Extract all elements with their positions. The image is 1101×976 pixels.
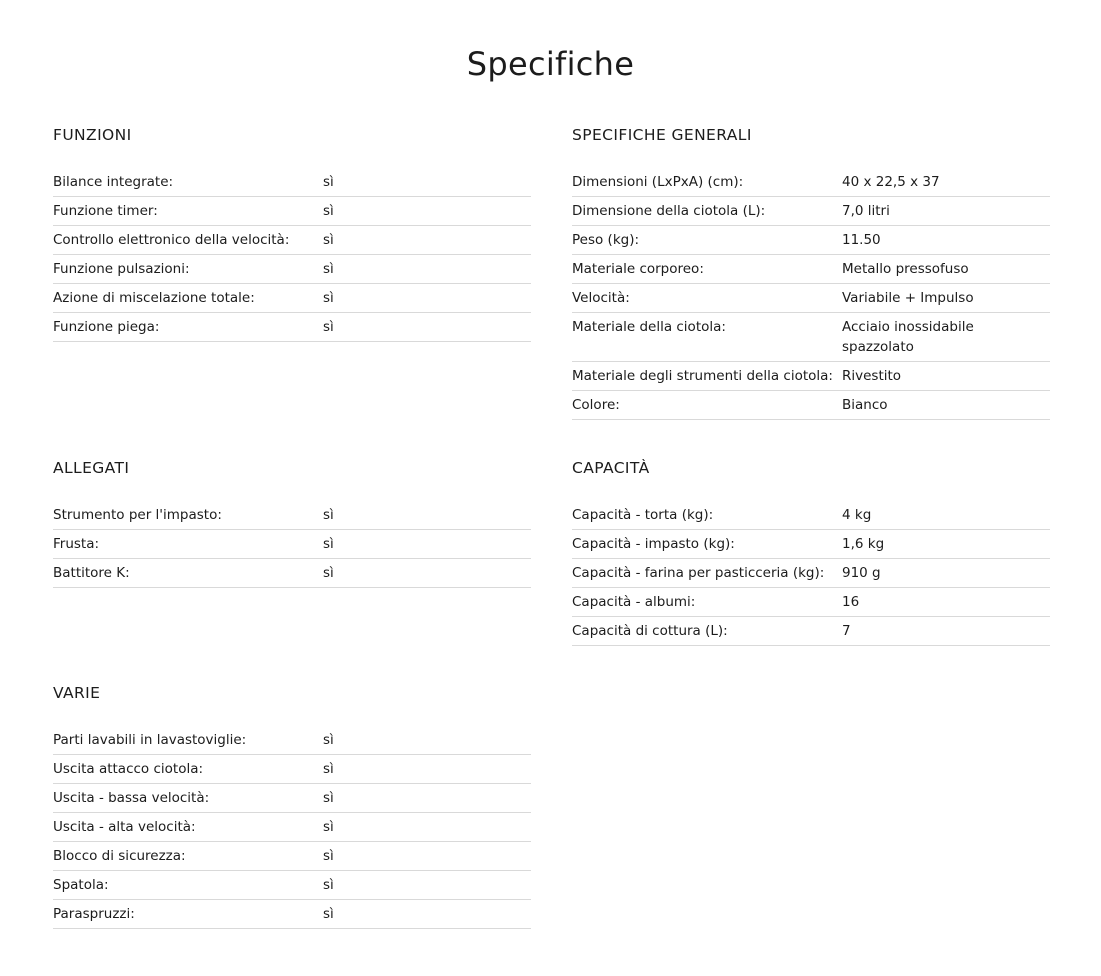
spec-value: Variabile + Impulso — [842, 290, 974, 306]
spec-label: Blocco di sicurezza: — [53, 848, 186, 864]
spec-list-allegati — [53, 501, 531, 588]
spec-row — [53, 842, 531, 871]
spec-value: 11.50 — [842, 232, 881, 248]
section-title-capacita: CAPACITÀ — [572, 459, 650, 477]
spec-label: Capacità - torta (kg): — [572, 507, 714, 523]
spec-row — [53, 900, 531, 929]
spec-value: sì — [323, 848, 334, 864]
spec-label: Spatola: — [53, 877, 109, 893]
spec-value: sì — [323, 290, 334, 306]
spec-row — [572, 362, 1050, 391]
spec-label: Funzione timer: — [53, 203, 158, 219]
spec-value: 40 x 22,5 x 37 — [842, 174, 940, 190]
spec-value: sì — [323, 761, 334, 777]
spec-label: Uscita - bassa velocità: — [53, 790, 210, 806]
section-specifiche-generali — [572, 125, 1050, 420]
spec-list-funzioni — [53, 168, 531, 342]
spec-label: Parti lavabili in lavastoviglie: — [53, 732, 247, 748]
spec-label: Dimensione della ciotola (L): — [572, 203, 766, 219]
spec-row — [572, 501, 1050, 530]
spec-label: Dimensioni (LxPxA) (cm): — [572, 174, 744, 190]
spec-label: Materiale della ciotola: — [572, 319, 726, 335]
spec-row — [53, 284, 531, 313]
spec-value: sì — [323, 232, 334, 248]
spec-value: sì — [323, 319, 334, 335]
spec-value: 7 — [842, 623, 851, 639]
spec-label: Strumento per l'impasto: — [53, 507, 222, 523]
section-allegati — [53, 458, 531, 588]
spec-row — [53, 559, 531, 588]
spec-row — [572, 313, 1050, 362]
section-title-funzioni: FUNZIONI — [53, 126, 132, 144]
spec-row — [572, 559, 1050, 588]
spec-label: Capacità - impasto (kg): — [572, 536, 735, 552]
spec-row — [53, 871, 531, 900]
spec-value: sì — [323, 790, 334, 806]
spec-label: Frusta: — [53, 536, 100, 552]
spec-value: sì — [323, 565, 334, 581]
spec-label: Materiale corporeo: — [572, 261, 704, 277]
section-funzioni — [53, 125, 531, 342]
spec-value: sì — [323, 819, 334, 835]
spec-row — [53, 197, 531, 226]
section-title-allegati: ALLEGATI — [53, 459, 130, 477]
spec-label: Materiale degli strumenti della ciotola: — [572, 368, 833, 384]
spec-row — [53, 755, 531, 784]
spec-value: sì — [323, 877, 334, 893]
spec-value: sì — [323, 174, 334, 190]
spec-row — [572, 255, 1050, 284]
spec-value: sì — [323, 536, 334, 552]
spec-label: Azione di miscelazione totale: — [53, 290, 255, 306]
section-title-specifiche-generali: SPECIFICHE GENERALI — [572, 126, 752, 144]
section-capacita — [572, 458, 1050, 646]
spec-list-varie — [53, 726, 531, 929]
spec-label: Uscita attacco ciotola: — [53, 761, 204, 777]
spec-label: Uscita - alta velocità: — [53, 819, 196, 835]
spec-row — [53, 813, 531, 842]
spec-row — [53, 313, 531, 342]
spec-row — [572, 197, 1050, 226]
spec-value: sì — [323, 732, 334, 748]
spec-label: Battitore K: — [53, 565, 130, 581]
spec-label: Capacità - albumi: — [572, 594, 696, 610]
spec-label: Peso (kg): — [572, 232, 640, 248]
spec-label: Velocità: — [572, 290, 630, 306]
spec-label: Colore: — [572, 397, 620, 413]
spec-row — [572, 284, 1050, 313]
spec-row — [53, 501, 531, 530]
spec-row — [572, 588, 1050, 617]
spec-label: Funzione piega: — [53, 319, 160, 335]
spec-row — [53, 726, 531, 755]
section-title-varie: VARIE — [53, 684, 101, 702]
spec-value: 4 kg — [842, 507, 872, 523]
page-title: Specifiche — [466, 45, 635, 83]
spec-label: Paraspruzzi: — [53, 906, 135, 922]
spec-value: sì — [323, 507, 334, 523]
spec-list-capacita — [572, 501, 1050, 646]
spec-label: Bilance integrate: — [53, 174, 174, 190]
section-varie — [53, 683, 531, 929]
spec-value: Metallo pressofuso — [842, 261, 969, 277]
spec-label: Capacità - farina per pasticceria (kg): — [572, 565, 825, 581]
spec-value: Rivestito — [842, 368, 902, 384]
spec-row — [572, 226, 1050, 255]
spec-value: sì — [323, 261, 334, 277]
spec-value: 1,6 kg — [842, 536, 885, 552]
spec-row — [53, 226, 531, 255]
spec-list-specifiche-generali — [572, 168, 1050, 420]
spec-row — [53, 255, 531, 284]
spec-row — [53, 168, 531, 197]
spec-row — [572, 391, 1050, 420]
spec-row — [572, 530, 1050, 559]
spec-value: Acciaio inossidabile spazzolato — [842, 319, 974, 355]
spec-row — [53, 530, 531, 559]
spec-value: 910 g — [842, 565, 881, 581]
spec-value: sì — [323, 203, 334, 219]
spec-value: 16 — [842, 594, 860, 610]
spec-value: 7,0 litri — [842, 203, 890, 219]
spec-row — [53, 784, 531, 813]
spec-value: Bianco — [842, 397, 888, 413]
spec-label: Funzione pulsazioni: — [53, 261, 190, 277]
spec-label: Controllo elettronico della velocità: — [53, 232, 290, 248]
spec-row — [572, 617, 1050, 646]
spec-row — [572, 168, 1050, 197]
spec-value: sì — [323, 906, 334, 922]
spec-label: Capacità di cottura (L): — [572, 623, 728, 639]
